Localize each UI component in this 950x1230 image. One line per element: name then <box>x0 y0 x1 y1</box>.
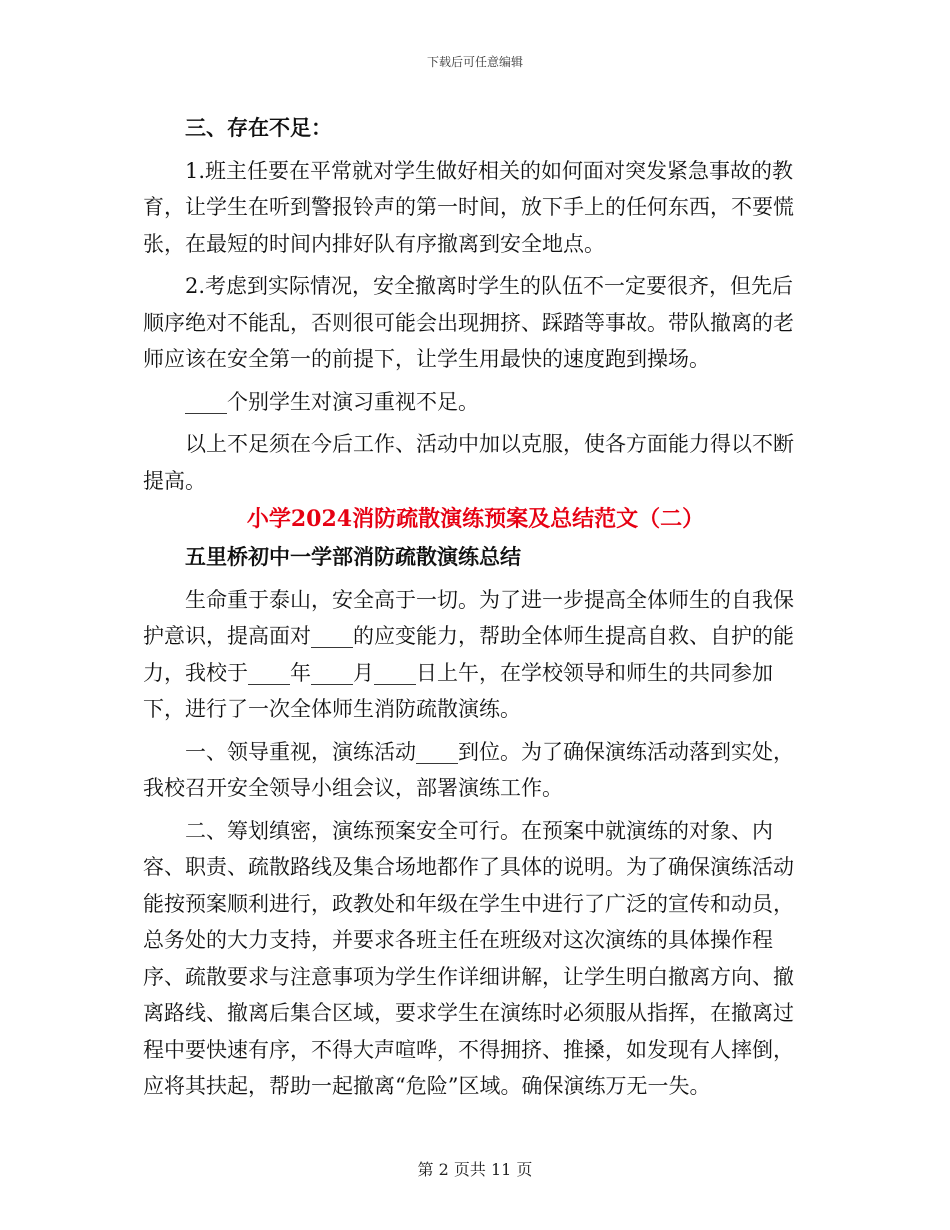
page-footer: 第 2 页共 11 页 <box>417 1160 533 1179</box>
paragraph-item-1: 1.班主任要在平常就对学生做好相关的如何面对突发紧急事故的教育，让学生在听到警报铃声的第一时间，放下手上的任何东西，不要慌张，在最短的时间内排好队有序撤离到安全地点。 <box>143 158 794 256</box>
paragraph-item-3: ____个别学生对演习重视不足。 <box>185 389 479 414</box>
paragraph-point-2: 二、筹划缜密，演练预案安全可行。在预案中就演练的对象、内容、职责、疏散路线及集合场地都作了具体的说明。为了确保演练活动能按预案顺利进行，政教处和年级在学生中进行了广泛的宣传和动员，总务处的大力支持，并要求各班主任在班级对这次演练的具体操作程序、疏散要求与注意事项为学生作详细讲解，让学生明白撤离方向、撤离路线、撤离后集合区域，要求学生在演练时必须服从指挥，在撤离过程中要快速有序，不得大声喧哗，不得拥挤、推搡，如发现有人摔倒，应将其扶起，帮助一起撤离“危险”区域。确保演练万无一失。 <box>143 818 794 1098</box>
paragraph-intro: 生命重于泰山，安全高于一切。为了进一步提高全体师生的自我保护意识，提高面对____的应变能力，帮助全体师生提高自救、自护的能力，我校于____年____月____日上午，在学校领导和师生的共同参加下，进行了一次全体师生消防疏散演练。 <box>143 587 794 721</box>
page-header: 下载后可任意编辑 <box>426 55 523 69</box>
document-title: 小学2024消防疏散演练预案及总结范文（二） <box>246 506 705 532</box>
section-heading: 三、存在不足： <box>185 115 332 140</box>
paragraph-conclusion: 以上不足须在今后工作、活动中加以克服，使各方面能力得以不断提高。 <box>143 432 794 493</box>
paragraph-item-2: 2.考虑到实际情况，安全撤离时学生的队伍不一定要很齐，但先后顺序绝对不能乱，否则很可能会出现拥挤、踩踏等事故。带队撤离的老师应该在安全第一的前提下，让学生用最快的速度跑到操场。 <box>143 274 794 371</box>
paragraph-point-1: 一、领导重视，演练活动____到位。为了确保演练活动落到实处，我校召开安全领导小组会议，部署演练工作。 <box>143 739 794 800</box>
document-body <box>143 110 808 1105</box>
document-subtitle: 五里桥初中一学部消防疏散演练总结 <box>185 544 521 569</box>
